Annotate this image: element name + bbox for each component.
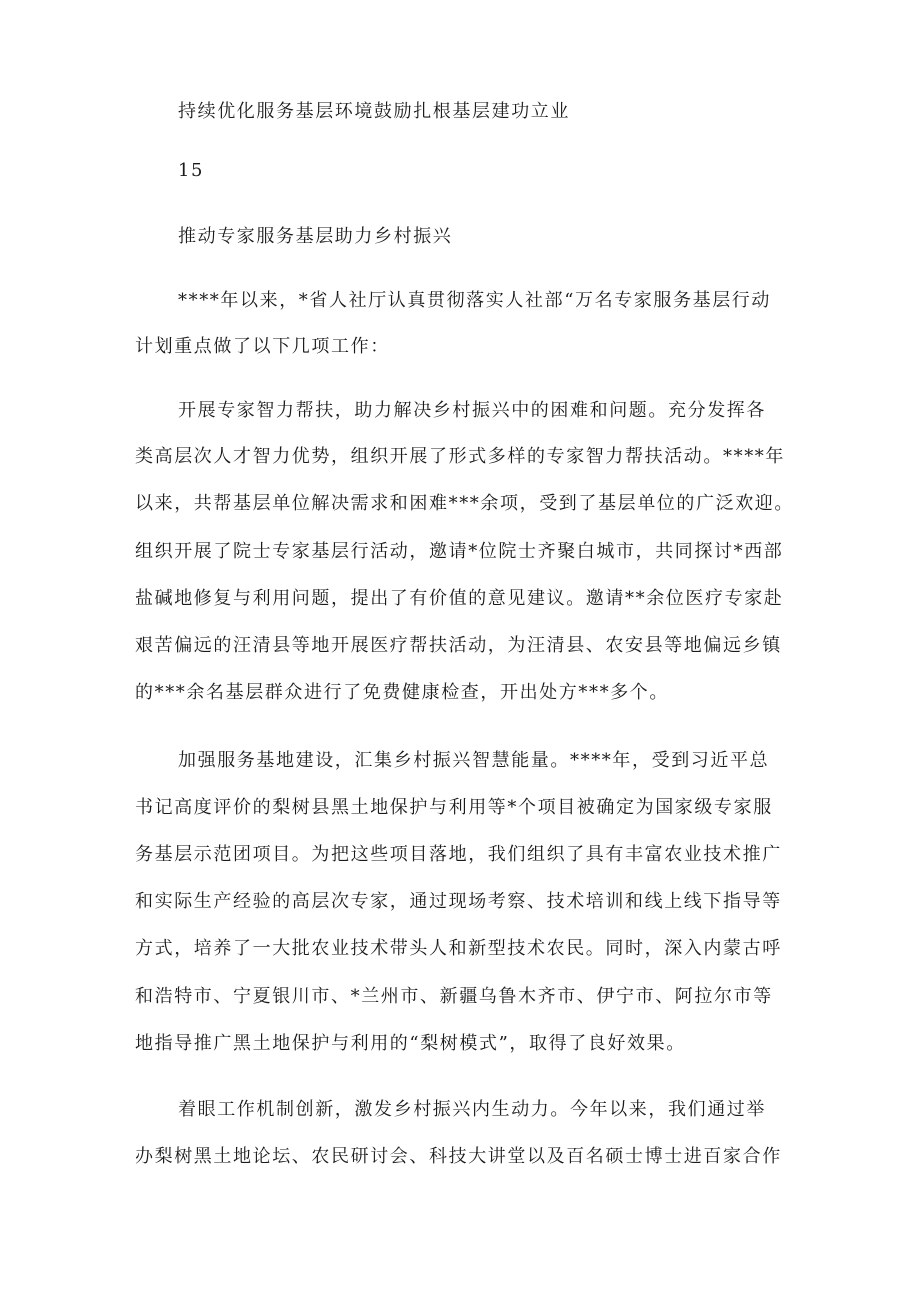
paragraph-1-line-1: ****年以来，*省人社厅认真贯彻落实人社部“万名专家服务基层行动 bbox=[178, 290, 771, 311]
paragraph-3-line-2: 书记高度评价的梨树县黑土地保护与利用等*个项目被确定为国家级专家服 bbox=[135, 797, 773, 818]
paragraph-2-line-6: 艰苦偏远的汪清县等地开展医疗帮扶活动，为汪清县、农安县等地偏远乡镇 bbox=[135, 635, 782, 656]
paragraph-1-line-2: 计划重点做了以下几项工作： bbox=[135, 336, 390, 357]
paragraph-2-line-4: 组织开展了院士专家基层行活动，邀请*位院士齐聚白城市，共同探讨*西部 bbox=[135, 541, 784, 562]
paragraph-2-line-1: 开展专家智力帮扶，助力解决乡村振兴中的困难和问题。充分发挥各 bbox=[178, 400, 766, 421]
paragraph-2-line-7: 的***余名基层群众进行了免费健康检查，开出处方***多个。 bbox=[135, 682, 669, 703]
paragraph-3-line-7: 地指导推广黑土地保护与利用的“梨树模式”，取得了良好效果。 bbox=[135, 1033, 686, 1054]
paragraph-3-line-4: 和实际生产经验的高层次专家，通过现场考察、技术培训和线上线下指导等 bbox=[135, 891, 782, 912]
paragraph-3-line-5: 方式，培养了一大批农业技术带头人和新型技术农民。同时，深入内蒙古呼 bbox=[135, 938, 782, 959]
document-heading: 持续优化服务基层环境鼓励扎根基层建功立业 bbox=[178, 101, 570, 122]
paragraph-3-line-1: 加强服务基地建设，汇集乡村振兴智慧能量。****年，受到习近平总 bbox=[178, 750, 770, 771]
paragraph-2-line-5: 盐碱地修复与利用问题，提出了有价值的意见建议。邀请**余位医疗专家赴 bbox=[135, 588, 784, 609]
paragraph-3-line-3: 务基层示范团项目。为把这些项目落地，我们组织了具有丰富农业技术推广 bbox=[135, 844, 782, 865]
paragraph-4-line-2: 办梨树黑土地论坛、农民研讨会、科技大讲堂以及百名硕士博士进百家合作 bbox=[135, 1146, 782, 1167]
page-number: 15 bbox=[178, 160, 205, 181]
paragraph-3-line-6: 和浩特市、宁夏银川市、*兰州市、新疆乌鲁木齐市、伊宁市、阿拉尔市等 bbox=[135, 986, 773, 1007]
paragraph-2-line-3: 以来，共帮基层单位解决需求和困难***余项，受到了基层单位的广泛欢迎。 bbox=[135, 493, 794, 514]
paragraph-4-line-1: 着眼工作机制创新，激发乡村振兴内生动力。今年以来，我们通过举 bbox=[178, 1099, 766, 1120]
paragraph-2-line-2: 类高层次人才智力优势，组织开展了形式多样的专家智力帮扶活动。****年 bbox=[135, 446, 785, 467]
document-subheading: 推动专家服务基层助力乡村振兴 bbox=[178, 226, 453, 247]
